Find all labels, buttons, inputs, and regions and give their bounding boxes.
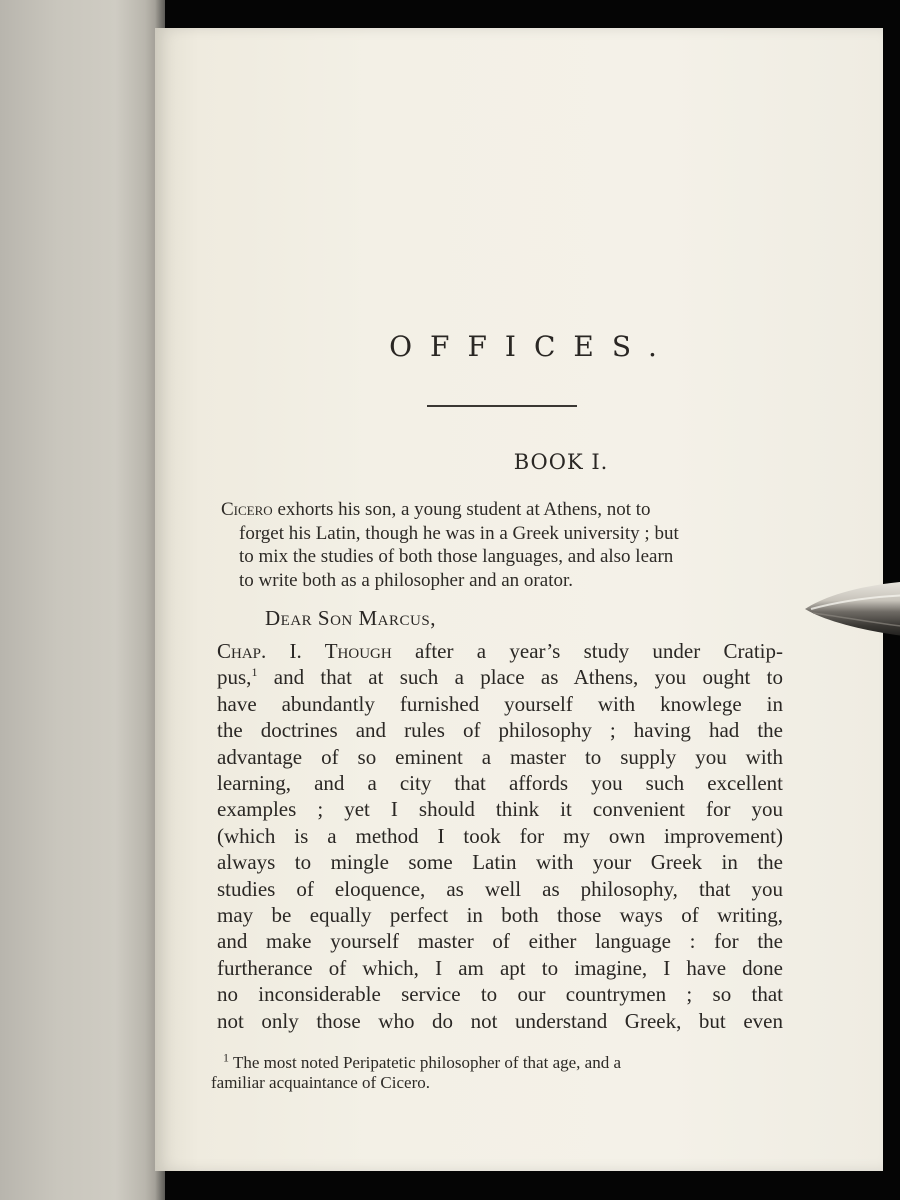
pen-clip-icon <box>803 575 900 645</box>
summary-line: exhorts his son, a young student at Athens, not to <box>272 499 651 520</box>
body-line: always to mingle some Latin with your Greek in the <box>217 850 783 875</box>
body-line: advantage of so eminent a master to supply you with <box>217 744 783 769</box>
body-line: learning, and a city that affords you such excellent <box>217 771 783 796</box>
title-rule <box>427 405 577 407</box>
left-page-edge <box>0 0 165 1200</box>
summary-lead: Cicero <box>221 499 273 520</box>
summary-line: to mix the studies of both those languages, and also learn <box>239 546 674 567</box>
body-line-rest: after a year’s study under Cratip- <box>391 639 783 663</box>
book-heading: BOOK I. <box>513 450 609 474</box>
salutation: Dear Son Marcus, <box>265 606 436 630</box>
body-line: (which is a method I took for my own improvement) <box>217 823 783 848</box>
footnote-line <box>211 1050 781 1073</box>
footnote-reference: 1 <box>251 665 258 680</box>
chapter-lead: Chap. I. Though <box>217 639 392 663</box>
body-line: examples ; yet I should think it convenient for you <box>217 797 783 822</box>
body-line: studies of eloquence, as well as philosophy, that you <box>217 876 783 901</box>
footnote-line: familiar acquaintance of Cicero. <box>211 1073 430 1092</box>
body-line: have abundantly furnished yourself with knowlege in <box>217 691 783 716</box>
body-line-start: pus, <box>217 665 252 690</box>
body-line: the doctrines and rules of philosophy ; having had the <box>217 718 783 743</box>
book-page <box>155 28 883 1171</box>
body-line: and make yourself master of either language : for the <box>217 929 783 954</box>
body-line: may be equally perfect in both those ways of writing, <box>217 903 783 928</box>
chapter-summary <box>221 498 799 592</box>
summary-line: forget his Latin, though he was in a Greek university ; but <box>239 522 679 544</box>
body-line: no inconsiderable service to our countrymen ; so that <box>217 982 783 1007</box>
footnote-mark: 1 <box>223 1050 229 1065</box>
body-line: not only those who do not understand Greek, but even <box>217 1008 783 1033</box>
footnote <box>211 1050 781 1093</box>
body-text <box>217 638 783 1034</box>
summary-line: to write both as a philosopher and an orator. <box>239 569 574 591</box>
page-title: OFFICES. <box>389 330 675 363</box>
body-line <box>217 664 783 690</box>
body-line <box>217 638 783 664</box>
body-line: furtherance of which, I am apt to imagine, I have done <box>217 955 783 980</box>
body-line-rest: and that at such a place as Athens, you ought to <box>257 665 783 690</box>
footnote-text: The most noted Peripatetic philosopher of that age, and a <box>229 1053 621 1072</box>
